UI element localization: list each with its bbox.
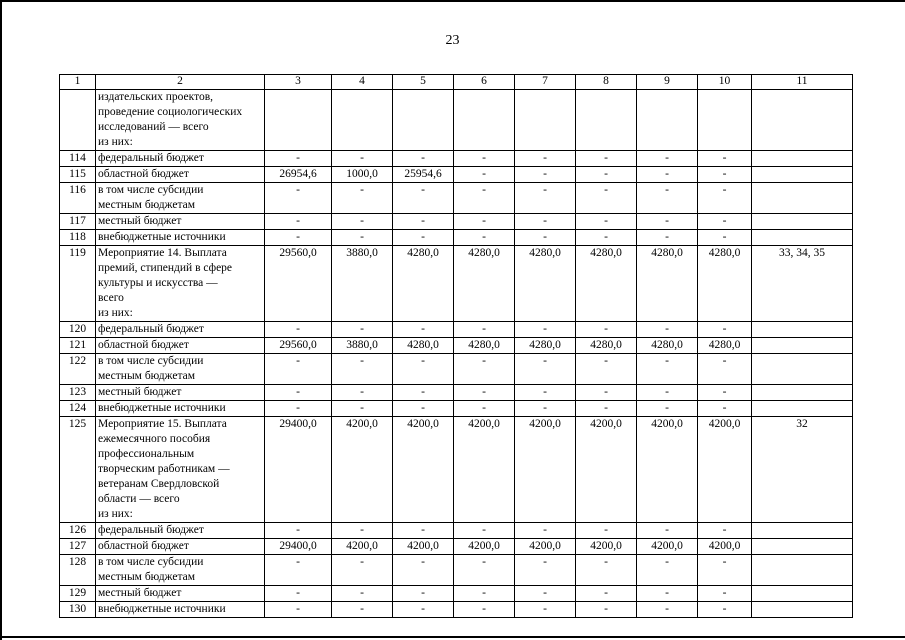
row-value: - (454, 385, 515, 401)
row-number: 129 (60, 586, 96, 602)
table-row (60, 246, 853, 322)
row-value: - (454, 401, 515, 417)
row-number: 119 (60, 246, 96, 322)
row-value: 29400,0 (265, 539, 332, 555)
row-value: - (515, 354, 576, 385)
row-value: - (515, 167, 576, 183)
column-header: 10 (698, 75, 752, 90)
row-target-reference (752, 230, 853, 246)
row-target-reference (752, 586, 853, 602)
row-value: 4280,0 (393, 338, 454, 354)
row-number: 125 (60, 417, 96, 523)
row-name-line: ветеранам Свердловской (98, 478, 220, 490)
row-name (96, 602, 265, 618)
row-value: 4280,0 (576, 246, 637, 322)
row-value: 4280,0 (515, 338, 576, 354)
row-value: - (454, 151, 515, 167)
row-value: - (332, 602, 393, 618)
row-name (96, 167, 265, 183)
row-value: - (698, 401, 752, 417)
row-value: 4280,0 (454, 246, 515, 322)
row-name-line: области — всего (98, 493, 180, 505)
row-number: 124 (60, 401, 96, 417)
page-border-left (0, 0, 2, 640)
row-value: - (265, 214, 332, 230)
row-value: - (265, 322, 332, 338)
row-value: - (393, 385, 454, 401)
row-value: - (332, 214, 393, 230)
row-value: - (698, 183, 752, 214)
row-name-line: ежемесячного пособия (98, 433, 211, 445)
row-value: - (698, 230, 752, 246)
table-row (60, 385, 853, 401)
row-name (96, 555, 265, 586)
row-name (96, 90, 265, 151)
row-number: 120 (60, 322, 96, 338)
row-value: 4280,0 (637, 246, 698, 322)
row-name (96, 354, 265, 385)
row-value: - (265, 555, 332, 586)
row-value: - (637, 354, 698, 385)
row-value: - (698, 151, 752, 167)
row-value: - (265, 183, 332, 214)
row-value: - (637, 385, 698, 401)
row-target-reference (752, 602, 853, 618)
row-number: 117 (60, 214, 96, 230)
row-name-line: Мероприятие 14. Выплата (98, 247, 227, 259)
row-value: - (332, 586, 393, 602)
row-target-reference: 33, 34, 35 (752, 246, 853, 322)
row-value (576, 90, 637, 151)
row-name (96, 586, 265, 602)
column-header: 5 (393, 75, 454, 90)
row-name-line: из них: (98, 508, 133, 520)
row-value: 4200,0 (698, 417, 752, 523)
row-value: - (332, 230, 393, 246)
row-value: - (637, 602, 698, 618)
row-value: - (698, 555, 752, 586)
row-value: - (265, 354, 332, 385)
column-header: 11 (752, 75, 853, 90)
row-value: - (332, 354, 393, 385)
row-value: - (515, 401, 576, 417)
row-name-line: из них: (98, 136, 133, 148)
row-value: - (265, 151, 332, 167)
row-value: 3880,0 (332, 338, 393, 354)
row-value: 4200,0 (637, 539, 698, 555)
row-name-line: федеральный бюджет (98, 152, 204, 164)
table-row (60, 401, 853, 417)
row-value: - (576, 555, 637, 586)
row-value: 4200,0 (332, 539, 393, 555)
row-value: - (393, 602, 454, 618)
row-number (60, 90, 96, 151)
row-name-line: премий, стипендий в сфере (98, 262, 233, 274)
row-name-line: всего (98, 292, 124, 304)
row-value: - (393, 401, 454, 417)
row-target-reference (752, 385, 853, 401)
row-number: 130 (60, 602, 96, 618)
row-name-line: издательских проектов, (98, 91, 213, 103)
column-header: 6 (454, 75, 515, 90)
row-value: - (393, 214, 454, 230)
row-value: - (637, 523, 698, 539)
row-value: - (265, 385, 332, 401)
table-row (60, 523, 853, 539)
row-name (96, 401, 265, 417)
row-value: - (393, 354, 454, 385)
row-number: 126 (60, 523, 96, 539)
row-number: 127 (60, 539, 96, 555)
row-value: - (637, 167, 698, 183)
row-name-line: в том числе субсидии (98, 355, 204, 367)
row-name-line: профессиональным (98, 448, 195, 460)
row-value: - (393, 586, 454, 602)
row-target-reference (752, 401, 853, 417)
row-value: - (637, 322, 698, 338)
table-row (60, 151, 853, 167)
row-name-line: в том числе субсидии (98, 184, 204, 196)
row-value: 4200,0 (454, 539, 515, 555)
row-value: - (576, 602, 637, 618)
row-name-line: культуры и искусства — (98, 277, 218, 289)
row-value: 4280,0 (576, 338, 637, 354)
page-number: 23 (445, 33, 460, 48)
row-value: 4200,0 (637, 417, 698, 523)
row-value: 4200,0 (515, 539, 576, 555)
row-name (96, 230, 265, 246)
row-value: - (637, 555, 698, 586)
row-value: - (332, 385, 393, 401)
row-value: - (393, 322, 454, 338)
row-value: - (576, 230, 637, 246)
row-name-line: в том числе субсидии (98, 556, 204, 568)
table-row (60, 539, 853, 555)
row-name-line: местным бюджетам (98, 370, 195, 382)
column-header: 9 (637, 75, 698, 90)
row-value: 4200,0 (515, 417, 576, 523)
row-value: 1000,0 (332, 167, 393, 183)
row-value (332, 90, 393, 151)
row-value: - (637, 183, 698, 214)
page-border-top (0, 0, 905, 2)
row-target-reference: 32 (752, 417, 853, 523)
row-value: - (454, 602, 515, 618)
row-value: - (515, 385, 576, 401)
row-name (96, 417, 265, 523)
row-value: - (393, 555, 454, 586)
row-value (515, 90, 576, 151)
row-value: - (576, 151, 637, 167)
row-value: - (698, 354, 752, 385)
row-name-line: местным бюджетам (98, 571, 195, 583)
row-value: 4280,0 (698, 338, 752, 354)
row-name-line: местным бюджетам (98, 199, 195, 211)
row-value: - (332, 401, 393, 417)
row-number: 123 (60, 385, 96, 401)
row-name-line: областной бюджет (98, 540, 189, 552)
row-name-line: внебюджетные источники (98, 402, 226, 414)
row-value: - (265, 230, 332, 246)
row-value: - (576, 167, 637, 183)
table-row (60, 555, 853, 586)
row-value: 4200,0 (698, 539, 752, 555)
row-value: - (698, 322, 752, 338)
row-value: - (393, 151, 454, 167)
row-value: - (515, 523, 576, 539)
row-target-reference (752, 338, 853, 354)
row-value: 4200,0 (454, 417, 515, 523)
table-row (60, 338, 853, 354)
row-value: 25954,6 (393, 167, 454, 183)
row-name-line: областной бюджет (98, 168, 189, 180)
row-value: 4200,0 (332, 417, 393, 523)
row-value (637, 90, 698, 151)
row-value: - (515, 230, 576, 246)
row-value: - (454, 322, 515, 338)
row-value: - (515, 602, 576, 618)
row-value: - (265, 523, 332, 539)
row-number: 118 (60, 230, 96, 246)
row-value: - (576, 385, 637, 401)
row-value: - (576, 586, 637, 602)
table-row (60, 417, 853, 523)
row-value: - (698, 602, 752, 618)
row-value (698, 90, 752, 151)
table-row (60, 602, 853, 618)
row-number: 115 (60, 167, 96, 183)
row-value: - (637, 151, 698, 167)
row-value: 3880,0 (332, 246, 393, 322)
row-value: - (454, 214, 515, 230)
row-target-reference (752, 539, 853, 555)
row-name-line: Мероприятие 15. Выплата (98, 418, 227, 430)
row-value: - (515, 214, 576, 230)
table-row (60, 322, 853, 338)
column-header: 4 (332, 75, 393, 90)
row-value: - (637, 214, 698, 230)
row-name-line: местный бюджет (98, 215, 182, 227)
row-value: - (454, 183, 515, 214)
row-name (96, 246, 265, 322)
row-value: - (393, 523, 454, 539)
row-value: - (332, 555, 393, 586)
row-value: - (576, 354, 637, 385)
row-value: - (454, 586, 515, 602)
row-value: - (515, 555, 576, 586)
table-row (60, 167, 853, 183)
budget-table (59, 74, 853, 618)
row-value: - (698, 385, 752, 401)
row-value: - (393, 183, 454, 214)
row-value: - (454, 167, 515, 183)
row-value: - (698, 214, 752, 230)
row-name-line: проведение социологических (98, 106, 243, 118)
row-value: 4200,0 (393, 539, 454, 555)
row-number: 122 (60, 354, 96, 385)
row-value: - (515, 151, 576, 167)
row-name (96, 214, 265, 230)
row-value: 29400,0 (265, 417, 332, 523)
row-value: - (637, 230, 698, 246)
row-value (393, 90, 454, 151)
row-value: - (576, 401, 637, 417)
table-row (60, 230, 853, 246)
row-name (96, 322, 265, 338)
row-value: 4200,0 (393, 417, 454, 523)
row-target-reference (752, 555, 853, 586)
row-name (96, 338, 265, 354)
row-name (96, 385, 265, 401)
column-header: 8 (576, 75, 637, 90)
row-value: 29560,0 (265, 246, 332, 322)
row-value: - (332, 322, 393, 338)
table-row (60, 214, 853, 230)
row-name-line: областной бюджет (98, 339, 189, 351)
row-value: 4280,0 (515, 246, 576, 322)
row-target-reference (752, 214, 853, 230)
row-name (96, 523, 265, 539)
column-header: 3 (265, 75, 332, 90)
row-value: - (637, 586, 698, 602)
row-value: - (332, 523, 393, 539)
row-number: 121 (60, 338, 96, 354)
row-number: 114 (60, 151, 96, 167)
row-value: 29560,0 (265, 338, 332, 354)
row-value: - (454, 230, 515, 246)
table-row (60, 183, 853, 214)
row-value: 26954,6 (265, 167, 332, 183)
row-value: - (454, 354, 515, 385)
row-number: 116 (60, 183, 96, 214)
row-name-line: исследований — всего (98, 121, 209, 133)
row-name (96, 539, 265, 555)
row-value: - (698, 586, 752, 602)
row-name-line: внебюджетные источники (98, 231, 226, 243)
row-value: - (576, 183, 637, 214)
column-header: 2 (96, 75, 265, 90)
row-value: - (265, 602, 332, 618)
row-value: - (265, 586, 332, 602)
row-value: - (576, 214, 637, 230)
row-number: 128 (60, 555, 96, 586)
row-value (265, 90, 332, 151)
row-value: 4200,0 (576, 417, 637, 523)
row-target-reference (752, 151, 853, 167)
row-name-line: федеральный бюджет (98, 323, 204, 335)
page-border-bottom (0, 636, 905, 638)
row-target-reference (752, 322, 853, 338)
row-value: 4280,0 (393, 246, 454, 322)
row-value: - (698, 167, 752, 183)
table-row (60, 354, 853, 385)
row-name-line: местный бюджет (98, 587, 182, 599)
row-target-reference (752, 167, 853, 183)
row-value: - (515, 322, 576, 338)
row-value: - (576, 523, 637, 539)
table-header-row (60, 75, 853, 90)
row-name-line: внебюджетные источники (98, 603, 226, 615)
row-value: - (332, 151, 393, 167)
row-value: - (698, 523, 752, 539)
row-name-line: местный бюджет (98, 386, 182, 398)
row-value: - (332, 183, 393, 214)
row-value: 4280,0 (637, 338, 698, 354)
row-name-line: федеральный бюджет (98, 524, 204, 536)
row-name-line: из них: (98, 307, 133, 319)
row-value: 4280,0 (454, 338, 515, 354)
row-value: - (576, 322, 637, 338)
row-value: - (454, 555, 515, 586)
row-value: - (393, 230, 454, 246)
row-name (96, 183, 265, 214)
row-target-reference (752, 183, 853, 214)
row-value: - (637, 401, 698, 417)
column-header: 1 (60, 75, 96, 90)
column-header: 7 (515, 75, 576, 90)
row-value: 4280,0 (698, 246, 752, 322)
row-target-reference (752, 523, 853, 539)
row-target-reference (752, 354, 853, 385)
table-row (60, 90, 853, 151)
row-name-line: творческим работникам — (98, 463, 230, 475)
table-row (60, 586, 853, 602)
row-value: 4200,0 (576, 539, 637, 555)
row-value: - (515, 183, 576, 214)
row-value: - (454, 523, 515, 539)
row-target-reference (752, 90, 853, 151)
row-value (454, 90, 515, 151)
row-value: - (515, 586, 576, 602)
row-value: - (265, 401, 332, 417)
row-name (96, 151, 265, 167)
